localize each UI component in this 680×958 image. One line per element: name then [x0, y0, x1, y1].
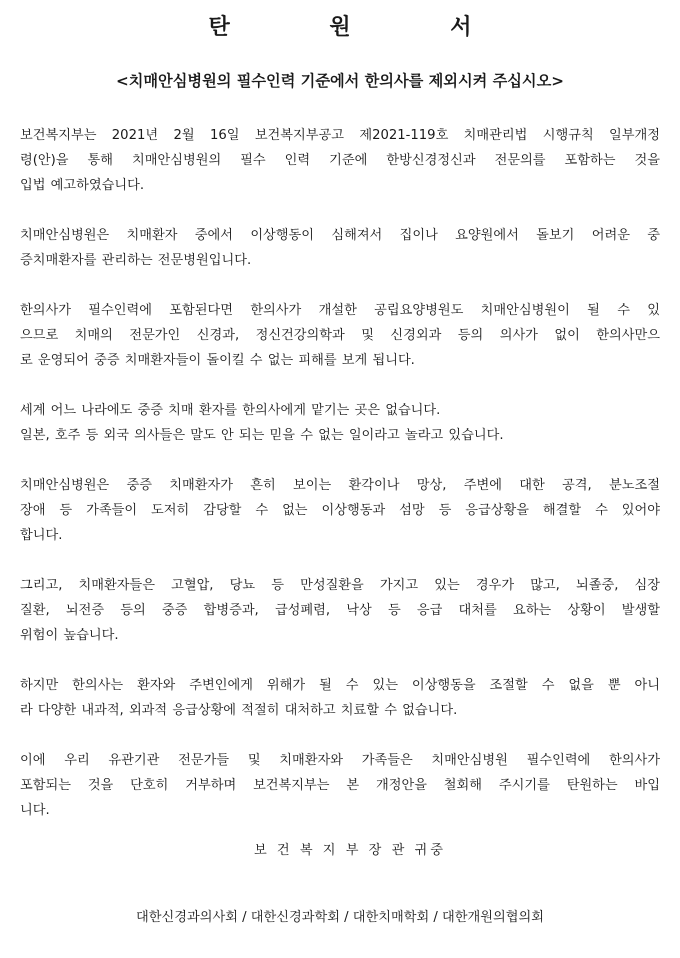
- paragraph-line: 니다.: [20, 803, 50, 818]
- paragraph-line: 그리고, 치매환자들은 고혈압, 당뇨 등 만성질환을 가지고 있는 경우가 많고, 뇌졸중, 심장: [20, 578, 660, 593]
- paragraph-line: 일본, 호주 등 외국 의사들은 말도 안 되는 믿을 수 없는 일이라고 놀라고 있습니다.: [20, 428, 504, 443]
- paragraph: [20, 398, 660, 448]
- paragraph: [20, 748, 660, 823]
- document-title: 탄 원 서: [208, 15, 518, 40]
- paragraph: [20, 673, 660, 723]
- paragraph: [20, 223, 660, 273]
- paragraph-line: 위험이 높습니다.: [20, 628, 119, 643]
- paragraph-line: 증치매환자를 관리하는 전문병원입니다.: [20, 253, 252, 268]
- paragraph-line: 합니다.: [20, 528, 63, 543]
- paragraph-line: 입법 예고하였습니다.: [20, 178, 145, 193]
- paragraph: [20, 298, 660, 373]
- addressee: 보 건 복 지 부 장 관 귀중: [254, 843, 446, 858]
- paragraph-line: 로 운영되어 중증 치매환자들이 돌이킬 수 없는 피해를 보게 됩니다.: [20, 353, 415, 368]
- signatory-organizations: 대한신경과의사회 / 대한신경과학회 / 대한치매학회 / 대한개원의협의회: [136, 910, 544, 925]
- paragraph: [20, 573, 660, 648]
- paragraph-line: 치매안심병원은 중증 치매환자가 흔히 보이는 환각이나 망상, 주변에 대한 공격, 분노조절: [20, 478, 660, 493]
- document-subtitle: <치매안심병원의 필수인력 기준에서 한의사를 제외시켜 주십시오>: [115, 72, 564, 90]
- paragraph-line: 포함되는 것을 단호히 거부하며 보건복지부는 본 개정안을 철회해 주시기를 탄원하는 바입: [20, 778, 660, 793]
- paragraph-line: 한의사가 필수인력에 포함된다면 한의사가 개설한 공립요양병원도 치매안심병원이 될 수 있: [20, 303, 660, 318]
- paragraph-line: 세계 어느 나라에도 중증 치매 환자를 한의사에게 맡기는 곳은 없습니다.: [20, 403, 441, 418]
- paragraph-line: 장애 등 가족들이 도저히 감당할 수 없는 이상행동과 섬망 등 응급상황을 해결할 수 있어야: [20, 503, 660, 518]
- paragraph-line: 하지만 한의사는 환자와 주변인에게 위해가 될 수 있는 이상행동을 조절할 수 없을 뿐 아니: [20, 678, 660, 693]
- document-body: [20, 123, 660, 848]
- paragraph-line: 이에 우리 유관기관 전문가들 및 치매환자와 가족들은 치매안심병원 필수인력에 한의사가: [20, 753, 660, 768]
- paragraph: [20, 473, 660, 548]
- paragraph-line: 령(안)을 통해 치매안심병원의 필수 인력 기준에 한방신경정신과 전문의를 포함하는 것을: [20, 153, 660, 168]
- paragraph-line: 으므로 치매의 전문가인 신경과, 정신건강의학과 및 신경외과 등의 의사가 없이 한의사만으: [20, 328, 660, 343]
- paragraph-line: 치매안심병원은 치매환자 중에서 이상행동이 심해져서 집이나 요양원에서 돌보기 어려운 중: [20, 228, 660, 243]
- paragraph-line: 질환, 뇌전증 등의 중증 합병증과, 급성폐렴, 낙상 등 응급 대처를 요하는 상황이 발생할: [20, 603, 660, 618]
- paragraph-line: 보건복지부는 2021년 2월 16일 보건복지부공고 제2021-119호 치매관리법 시행규칙 일부개정: [20, 128, 660, 143]
- paragraph: [20, 123, 660, 198]
- paragraph-line: 라 다양한 내과적, 외과적 응급상황에 적절히 대처하고 치료할 수 없습니다.: [20, 703, 458, 718]
